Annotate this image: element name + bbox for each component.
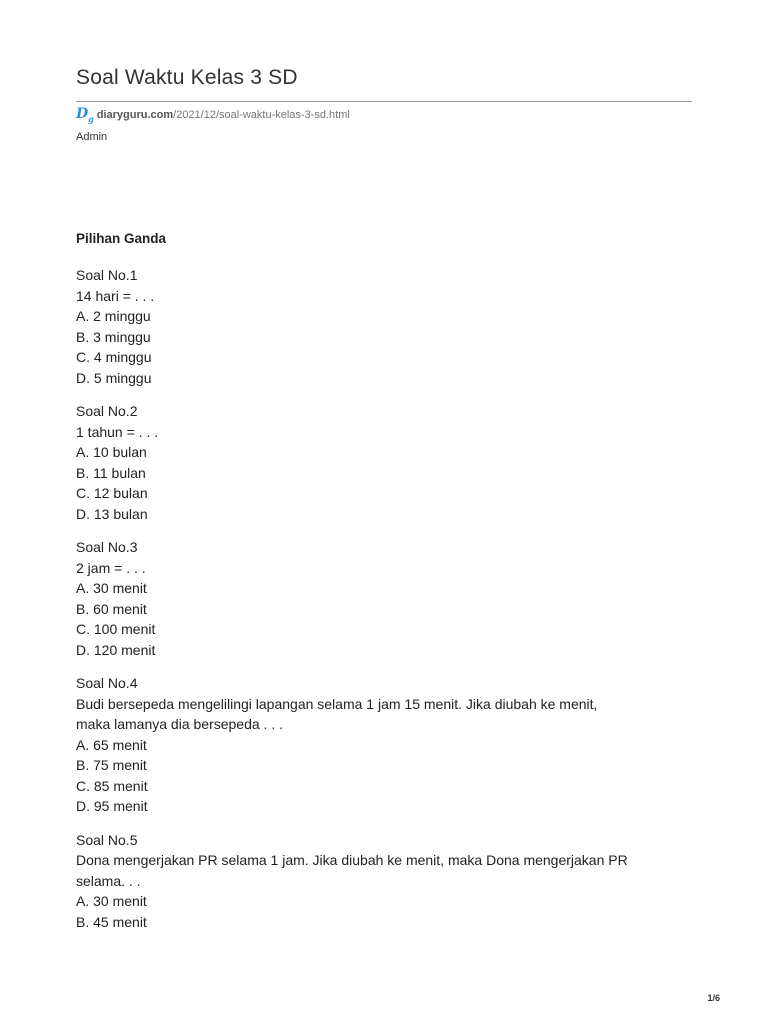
question-4 bbox=[76, 673, 692, 817]
page-title: Soal Waktu Kelas 3 SD bbox=[76, 66, 298, 89]
author-name: Admin bbox=[76, 131, 108, 143]
question-text-line: Budi bersepeda mengelilingi lapangan selama 1 jam 15 menit. Jika diubah ke menit, bbox=[76, 695, 598, 712]
question-label: Soal No.5 bbox=[76, 831, 138, 848]
source-line bbox=[76, 107, 350, 123]
question-text-line: Dona mengerjakan PR selama 1 jam. Jika diubah ke menit, maka Dona mengerjakan PR bbox=[76, 852, 628, 868]
page-indicator: 1/6 bbox=[707, 993, 720, 1003]
source-domain-link[interactable]: diaryguru.com bbox=[96, 108, 174, 121]
question-5 bbox=[76, 830, 692, 933]
question-text-line: maka lamanya dia bersepeda . . . bbox=[76, 716, 284, 732]
answer-option: D. 13 bulan bbox=[76, 505, 148, 522]
question-text: 14 hari = . . . bbox=[76, 287, 155, 304]
answer-option: B. 45 menit bbox=[76, 913, 147, 930]
answer-option: C. 12 bulan bbox=[76, 485, 148, 501]
question-1 bbox=[76, 265, 692, 388]
question-label: Soal No.3 bbox=[76, 539, 138, 555]
answer-option: A. 30 menit bbox=[76, 580, 147, 596]
title-divider bbox=[76, 101, 692, 102]
question-list bbox=[76, 265, 692, 945]
question-label: Soal No.4 bbox=[76, 675, 138, 691]
question-2 bbox=[76, 401, 692, 524]
source-path-link[interactable]: /2021/12/soal-waktu-kelas-3-sd.html bbox=[173, 108, 350, 121]
diaryguru-logo-icon: $D_g$ bbox=[76, 106, 94, 124]
answer-option: B. 75 menit bbox=[76, 757, 147, 773]
answer-option: B. 11 bulan bbox=[76, 464, 146, 481]
question-label: Soal No.2 bbox=[76, 403, 138, 419]
answer-option: B. 60 menit bbox=[76, 600, 147, 617]
answer-option: A. 10 bulan bbox=[76, 444, 147, 460]
answer-option: D. 120 menit bbox=[76, 641, 156, 658]
question-label: Soal No.1 bbox=[76, 267, 138, 283]
section-title: Pilihan Ganda bbox=[76, 231, 167, 246]
question-text: 1 tahun = . . . bbox=[76, 423, 159, 440]
answer-option: C. 85 menit bbox=[76, 777, 148, 794]
question-text-line: selama. . . bbox=[76, 872, 141, 889]
answer-option: A. 30 menit bbox=[76, 893, 147, 909]
answer-option: C. 4 minggu bbox=[76, 349, 152, 365]
question-3 bbox=[76, 537, 692, 660]
answer-option: D. 5 minggu bbox=[76, 369, 152, 386]
answer-option: C. 100 menit bbox=[76, 621, 156, 637]
question-text: 2 jam = . . . bbox=[76, 559, 146, 576]
answer-option: B. 3 minggu bbox=[76, 328, 151, 345]
answer-option: A. 2 minggu bbox=[76, 308, 151, 324]
answer-option: D. 95 menit bbox=[76, 798, 148, 814]
answer-option: A. 65 menit bbox=[76, 736, 147, 753]
